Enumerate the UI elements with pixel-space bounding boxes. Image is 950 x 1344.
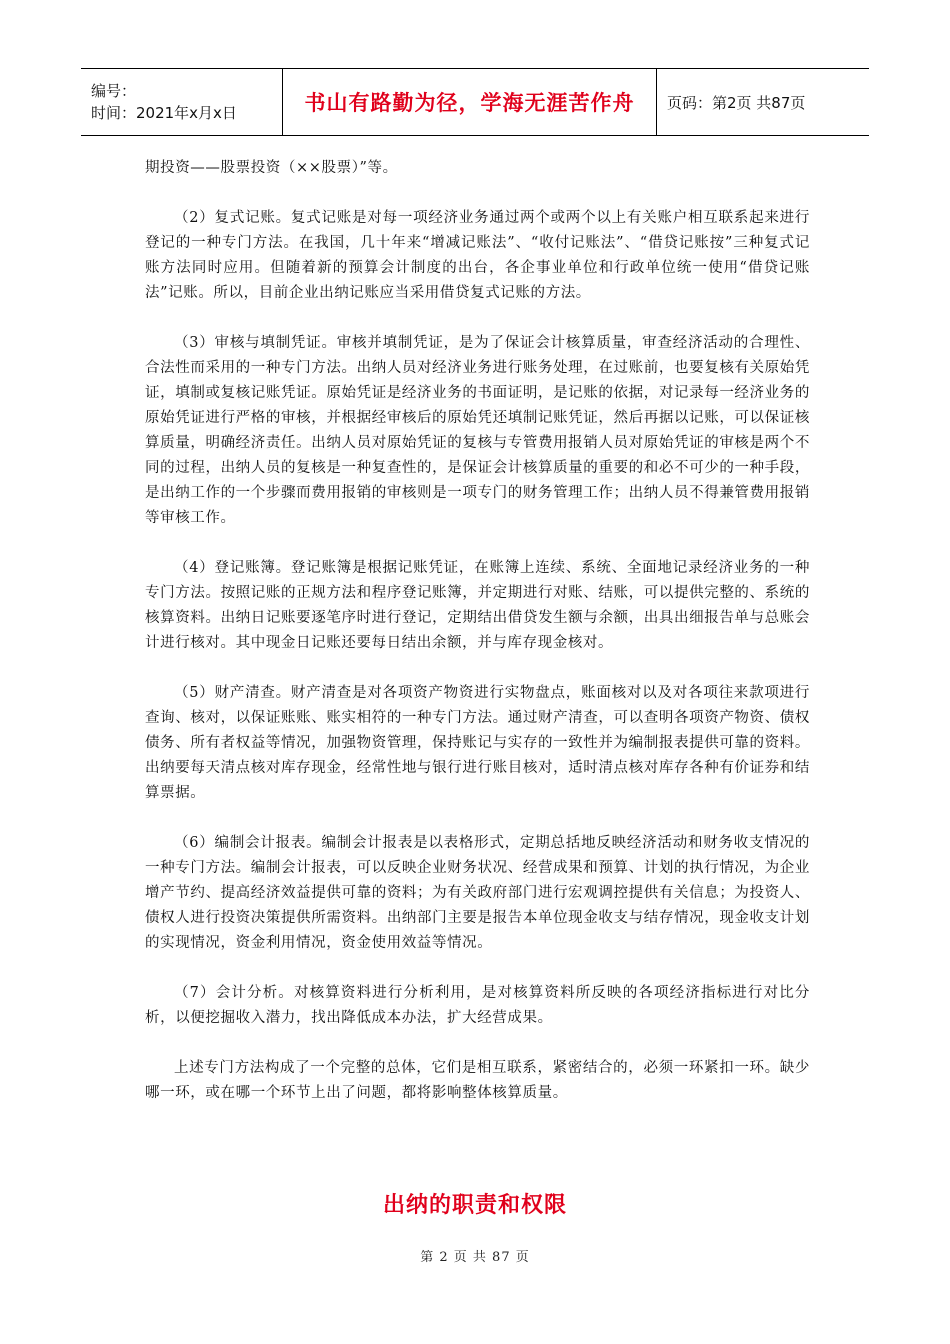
page-info-text: 页码：第2页 共87页 xyxy=(667,93,806,112)
header-meta xyxy=(81,69,283,135)
motto-text: 书山有路勤为径，学海无涯苦作舟 xyxy=(304,91,635,115)
paragraph: （2）复式记账。复式记账是对每一项经济业务通过两个或两个以上有关账户相互联系起来进行登记的一种专门方法。在我国，几十年来“增减记账法”、“收付记账法”、“借贷记账按”三种复式记账方法同时应用。但随着新的预算会计制度的出台，各企事业单位和行政单位统一使用“借贷记账法”记账。所以，目前企业出纳记账应当采用借贷复式记账的方法。 xyxy=(145,210,810,301)
paragraph: 期投资——股票投资（××股票）”等。 xyxy=(145,160,398,176)
paragraph: 上述专门方法构成了一个完整的总体，它们是相互联系，紧密结合的，必须一环紧扣一环。缺少哪一环，或在哪一个环节上出了问题，都将影响整体核算质量。 xyxy=(145,1060,810,1101)
page-footer: 第 2 页 共 87 页 xyxy=(420,1250,530,1265)
paragraph: （3）审核与填制凭证。审核并填制凭证，是为了保证会计核算质量，审查经济活动的合理性、合法性而采用的一种专门方法。出纳人员对经济业务进行账务处理，在过账前，也要复核有关原始凭证，填制或复核记账凭证。原始凭证是经济业务的书面证明，是记账的依据，对记录每一经济业务的原始凭证进行严格的审核，并根据经审核后的原始凭还填制记账凭证，然后再据以记账，可以保证核算质量，明确经济责任。出纳人员对原始凭证的复核与专管费用报销人员对原始凭证的审核是两个不同的过程，出纳人员的复核是一种复查性的，是保证会计核算质量的重要的和必不可少的一种手段，是出纳工作的一个步骤而费用报销的审核则是一项专门的财务管理工作；出纳人员不得兼管费用报销等审核工作。 xyxy=(145,335,810,526)
page-header xyxy=(81,68,869,136)
document-date: 时间：2021年x月x日 xyxy=(91,104,237,122)
paragraph: （7）会计分析。对核算资料进行分析利用，是对核算资料所反映的各项经济指标进行对比分析，以便挖掘收入潜力，找出降低成本办法，扩大经营成果。 xyxy=(145,985,810,1026)
document-body xyxy=(145,156,810,1106)
header-motto xyxy=(283,69,657,135)
header-page-info xyxy=(657,69,869,135)
paragraph: （4）登记账簿。登记账簿是根据记账凭证，在账簿上连续、系统、全面地记录经济业务的一种专门方法。按照记账的正规方法和程序登记账簿，并定期进行对账、结账，可以提供完整的、系统的核算资料。出纳日记账要逐笔序时进行登记，定期结出借贷发生额与余额，出具出细报告单与总账会计进行核对。其中现金日记账还要每日结出余额，并与库存现金核对。 xyxy=(145,560,810,651)
paragraph: （5）财产清查。财产清查是对各项资产物资进行实物盘点，账面核对以及对各项往来款项进行查询、核对，以保证账账、账实相符的一种专门方法。通过财产清查，可以查明各项资产物资、债权债务、所有者权益等情况，加强物资管理，保持账记与实存的一致性并为编制报表提供可靠的资料。出纳要每天清点核对库存现金，经常性地与银行进行账目核对，适时清点核对库存各种有价证券和结算票据。 xyxy=(145,685,810,801)
section-heading: 出纳的职责和权限 xyxy=(382,1193,567,1218)
paragraph: （6）编制会计报表。编制会计报表是以表格形式，定期总括地反映经济活动和财务收支情况的一种专门方法。编制会计报表，可以反映企业财务状况、经营成果和预算、计划的执行情况，为企业增产节约、提高经济效益提供可靠的资料；为有关政府部门进行宏观调控提供有关信息；为投资人、债权人进行投资决策提供所需资料。出纳部门主要是报告本单位现金收支与结存情况，现金收支计划的实现情况，资金利用情况，资金使用效益等情况。 xyxy=(145,835,810,951)
document-number-label: 编号： xyxy=(91,82,137,100)
